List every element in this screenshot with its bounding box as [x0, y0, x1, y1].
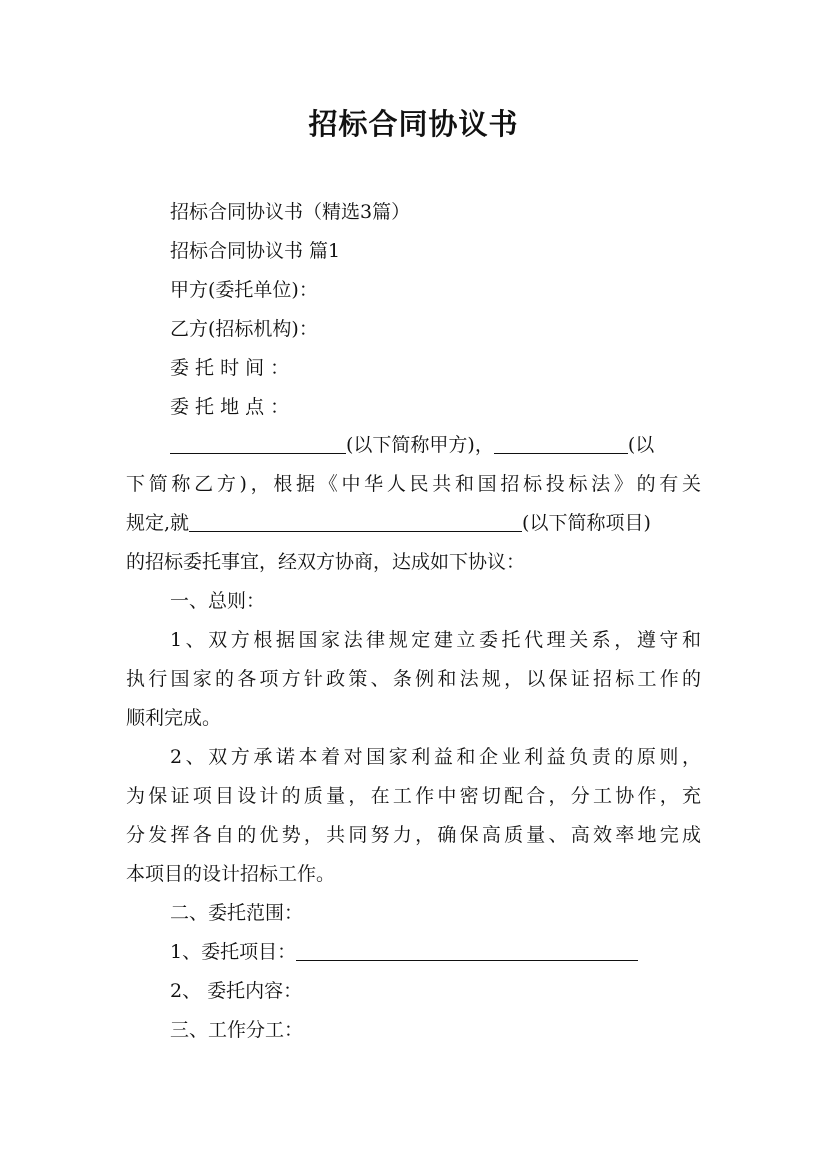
party-b-blank	[494, 433, 628, 454]
intro-line-2: 下简称乙方)，根据《中华人民共和国招标投标法》的有关	[126, 473, 701, 495]
entrust-project-blank	[296, 940, 638, 961]
entrust-time-label: 委 托 时 间 ：	[170, 357, 290, 379]
section-1-p2-line-2: 为保证项目设计的质量，在工作中密切配合，分工协作，充	[126, 785, 701, 807]
party-a-label: 甲方(委托单位)：	[170, 279, 318, 301]
section-1-p2-line-3: 分发挥各自的优势，共同努力，确保高质量、高效率地完成	[126, 824, 701, 846]
section-1-p1-line-2: 执行国家的各项方针政策、条例和法规，以保证招标工作的	[126, 668, 701, 690]
section-2-item-2: 2、 委托内容：	[170, 980, 303, 1002]
entrust-place-label: 委 托 地 点 ：	[170, 396, 290, 418]
party-a-blank	[170, 433, 346, 454]
section-2-item-1	[170, 939, 638, 965]
entrust-project-label: 1、委托项目：	[170, 941, 297, 963]
intro-line-1	[170, 432, 654, 458]
intro-seg-1: (以下简称甲方)，	[346, 434, 494, 456]
intro-line-4: 的招标委托事宜，经双方协商，达成如下协议：	[126, 551, 526, 573]
intro-seg-2: (以	[627, 434, 655, 456]
section-1-p2-line-4: 本项目的设计招标工作。	[126, 863, 336, 885]
section-2-heading: 二、委托范围：	[170, 902, 304, 924]
document-title: 招标合同协议书	[308, 107, 519, 141]
section-1-p1-line-3: 顺利完成。	[126, 707, 222, 729]
part-heading: 招标合同协议书 篇1	[170, 240, 341, 262]
section-1-p2-line-1: 2、双方承诺本着对国家利益和企业利益负责的原则，	[170, 746, 701, 768]
party-b-label: 乙方(招标机构)：	[170, 318, 318, 340]
project-blank	[189, 511, 522, 532]
section-1-heading: 一、总则：	[170, 590, 266, 612]
section-3-heading: 三、工作分工：	[170, 1019, 304, 1041]
intro-seg-3a: 规定,就	[126, 512, 190, 534]
subtitle: 招标合同协议书（精选3篇）	[170, 201, 411, 223]
section-1-p1-line-1: 1、双方根据国家法律规定建立委托代理关系，遵守和	[170, 629, 701, 651]
intro-line-3	[126, 510, 651, 536]
intro-seg-3b: (以下简称项目)	[522, 512, 651, 534]
